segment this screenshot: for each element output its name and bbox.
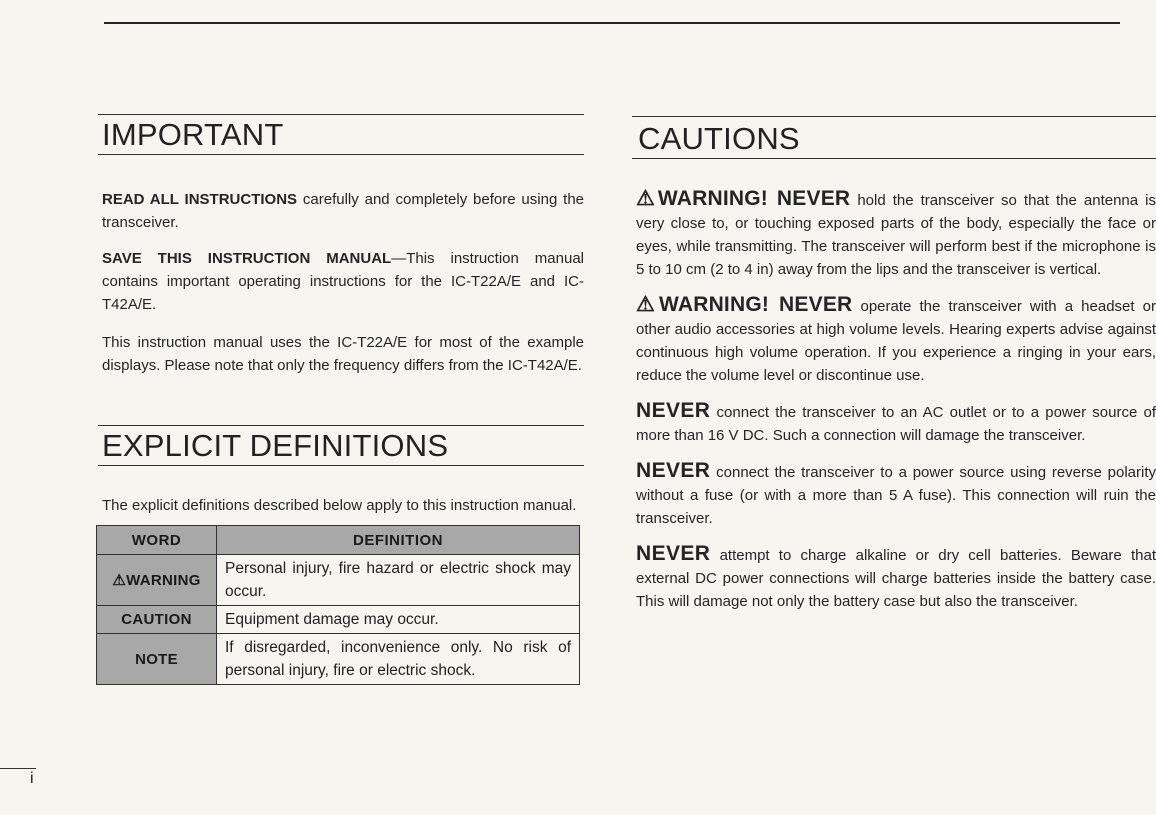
warning-never-label: ⚠WARNING! NEVER [636, 187, 851, 210]
right-column [632, 116, 1156, 613]
note-definition-cell: If disregarded, inconvenience only. No risk of personal injury, fire or electric shock. [217, 634, 580, 685]
read-all-instructions-text: carefully and completely before using the transceiver. [102, 191, 584, 231]
cautions-heading: CAUTIONS [632, 116, 1156, 159]
caution-definition-cell: Equipment damage may occur. [217, 606, 580, 634]
caution-item [632, 293, 1156, 387]
caution-item [632, 187, 1156, 281]
table-header-row [97, 526, 580, 555]
important-paragraph-3: This instruction manual uses the IC-T22A/E for most of the example displays. Please note that only the frequency differs from the IC-T42A/E. [102, 334, 584, 374]
column-header-word: WORD [97, 526, 217, 555]
caution-item-text: attempt to charge alkaline or dry cell batteries. Beware that external DC power connections will charge batteries inside the battery case. This will damage not only the battery case but also the transceiver. [636, 547, 1156, 610]
caution-item [632, 399, 1156, 447]
caution-item-text: connect the transceiver to an AC outlet or to a power source of more than 16 V DC. Such a connection will damage the transceiver. [636, 404, 1156, 444]
definitions-heading: EXPLICIT DEFINITIONS [98, 425, 584, 466]
definitions-intro: The explicit definitions described below apply to this instruction manual. [102, 497, 577, 514]
warning-definition-cell: Personal injury, fire hazard or electric shock may occur. [217, 555, 580, 606]
never-label: NEVER [636, 459, 711, 482]
important-heading: IMPORTANT [98, 114, 584, 155]
left-column [98, 114, 584, 685]
caution-item [632, 459, 1156, 530]
save-manual-label: SAVE THIS INSTRUCTION MANUAL [102, 250, 392, 267]
table-row [97, 555, 580, 606]
page-number-rule [0, 768, 36, 769]
warning-word-cell: ⚠WARNING [97, 555, 217, 606]
important-paragraph-2 [98, 247, 584, 316]
read-all-instructions-label: READ ALL INSTRUCTIONS [102, 191, 298, 208]
caution-word-cell: CAUTION [97, 606, 217, 634]
caution-item-text: operate the transceiver with a headset or other audio accessories at high volume levels. Hearing experts advise against continuous high volume operation. If you experience a ringing in your ears, reduce the volume level or discontinue use. [636, 298, 1156, 384]
caution-item-text: connect the transceiver to a power source using reverse polarity without a fuse (or with a more than 5 A fuse). This connection will ruin the transceiver. [636, 464, 1156, 527]
warning-never-label: ⚠WARNING! NEVER [636, 293, 853, 316]
never-label: NEVER [636, 542, 711, 565]
definitions-table [96, 525, 580, 685]
column-header-definition: DEFINITION [217, 526, 580, 555]
caution-item-text: hold the transceiver so that the antenna is very close to, or touching exposed parts of the body, especially the face or eyes, while transmitting. The transceiver will perform best if the microphone is 5 to 10 cm (2 to 4 in) away from the lips and the transceiver is vertical. [636, 192, 1156, 278]
never-label: NEVER [636, 399, 711, 422]
page-number: i [30, 770, 34, 787]
caution-item [632, 542, 1156, 613]
table-row [97, 606, 580, 634]
save-manual-text: —This instruction manual contains important operating instructions for the IC-T22A/E and IC-T42A/E. [102, 250, 585, 313]
important-paragraph-1 [98, 188, 584, 234]
note-word-cell: NOTE [97, 634, 217, 685]
top-rule [104, 22, 1120, 24]
table-row [97, 634, 580, 685]
